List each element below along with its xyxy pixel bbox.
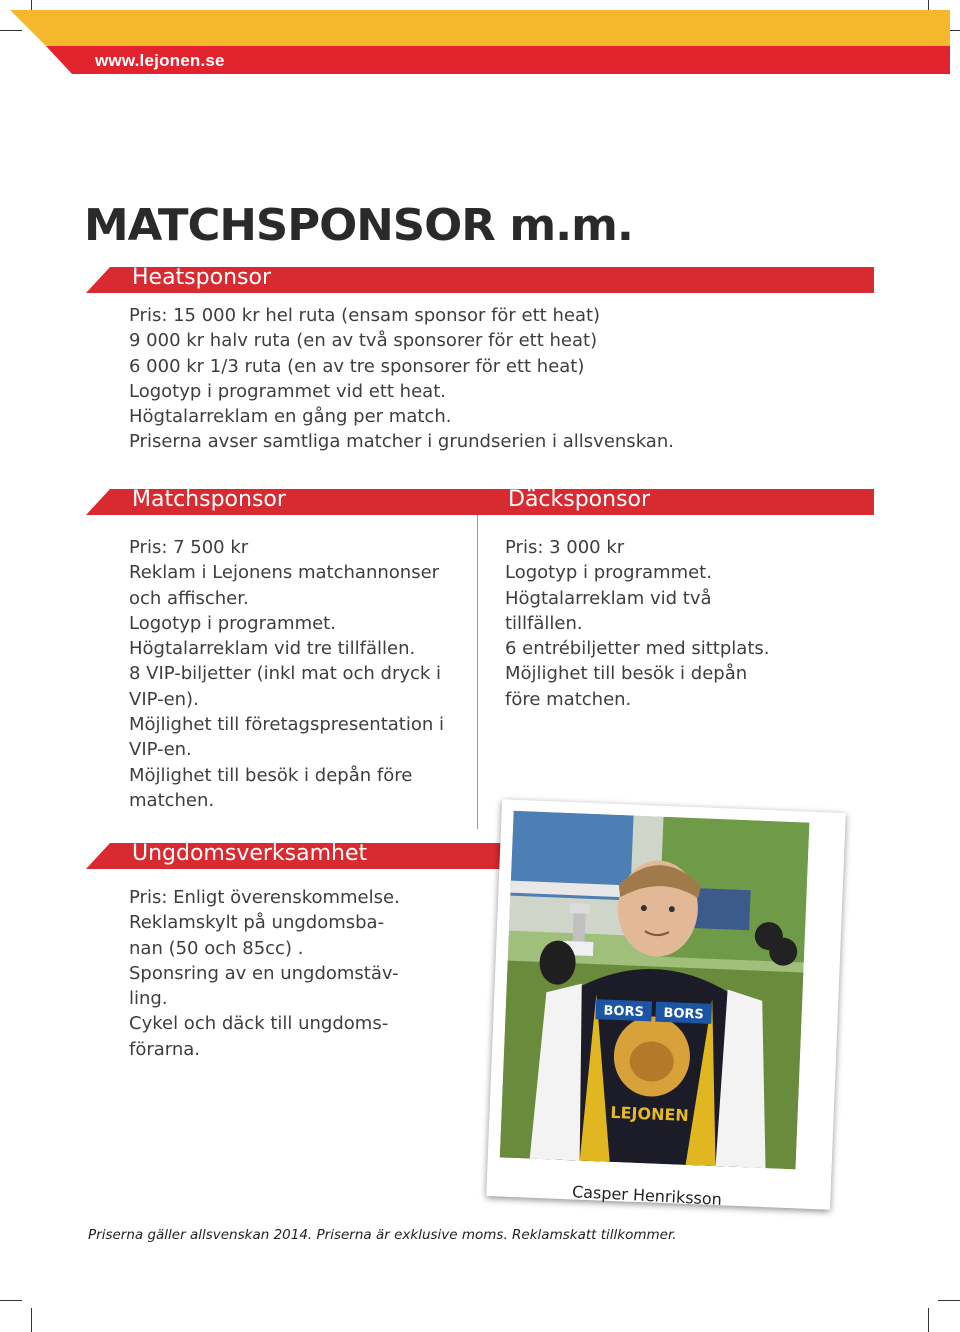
heatsponsor-details	[129, 303, 674, 455]
detail-line: nan (50 och 85cc) .	[129, 937, 304, 959]
crop-mark	[31, 1308, 32, 1332]
detail-line: och affischer.	[129, 587, 249, 609]
detail-line: Reklam i Lejonens matchannonser	[129, 562, 440, 584]
photo-caption: Casper Henriksson	[571, 1182, 723, 1209]
heatsponsor-title: Heatsponsor	[132, 265, 271, 290]
matchsponsor-details	[129, 535, 444, 813]
detail-line: 8 VIP-biljetter (inkl mat och dryck i	[129, 663, 442, 685]
detail-line: 6 000 kr 1/3 ruta (en av tre sponsorer för ett heat)	[129, 355, 585, 377]
detail-line: Cykel och däck till ungdoms-	[129, 1013, 389, 1035]
detail-line: ling.	[129, 988, 168, 1010]
detail-line: Sponsring av en ungdomstäv-	[129, 962, 399, 984]
detail-line: Högtalarreklam en gång per match.	[129, 406, 452, 428]
detail-line: 9 000 kr halv ruta (en av två sponsorer för ett heat)	[129, 330, 598, 352]
ungdom-details	[129, 885, 400, 1062]
ungdom-header	[86, 843, 504, 869]
detail-line: Logotyp i programmet.	[505, 562, 712, 584]
crop-mark	[938, 1300, 960, 1301]
detail-line: 6 entrébiljetter med sittplats.	[505, 638, 770, 660]
detail-line: Möjlighet till besök i depån före	[129, 764, 413, 786]
detail-line: Priserna avser samtliga matcher i grundserien i allsvenskan.	[129, 431, 674, 453]
detail-line: matchen.	[129, 789, 215, 811]
matchsponsor-header	[86, 489, 874, 515]
photo-polaroid	[486, 799, 846, 1209]
detail-line: Högtalarreklam vid tre tillfällen.	[129, 638, 416, 660]
column-divider	[477, 515, 478, 829]
detail-line: Logotyp i programmet.	[129, 612, 336, 634]
crop-mark	[928, 1308, 929, 1332]
jersey-sponsor-text: BORS	[603, 1003, 645, 1021]
detail-line: före matchen.	[505, 688, 632, 710]
website-url[interactable]: www.lejonen.se	[95, 51, 225, 70]
dacksponsor-title: Däcksponsor	[508, 487, 651, 512]
crop-mark	[0, 1300, 22, 1301]
ungdom-title: Ungdomsverksamhet	[132, 841, 368, 866]
detail-line: tillfällen.	[505, 612, 583, 634]
detail-line: VIP-en.	[129, 739, 192, 761]
detail-line: Möjlighet till företagspresentation i	[129, 714, 444, 736]
detail-line: VIP-en).	[129, 688, 199, 710]
detail-line: Pris: 15 000 kr hel ruta (ensam sponsor för ett heat)	[129, 305, 601, 326]
detail-line: Reklamskylt på ungdomsba-	[129, 912, 385, 934]
rider-photo	[500, 811, 810, 1170]
detail-line: Möjlighet till besök i depån	[505, 663, 748, 685]
detail-line: förarna.	[129, 1038, 201, 1060]
detail-line: Högtalarreklam vid två	[505, 587, 712, 609]
detail-line: Pris: 3 000 kr	[505, 537, 625, 558]
page-title: MATCHSPONSOR m.m.	[84, 200, 633, 251]
detail-line: Pris: 7 500 kr	[129, 537, 249, 558]
matchsponsor-title: Matchsponsor	[132, 487, 286, 512]
jersey-sponsor-text: BORS	[663, 1005, 705, 1023]
heatsponsor-header	[86, 267, 874, 293]
detail-line: Logotyp i programmet vid ett heat.	[129, 380, 446, 402]
footnote: Priserna gäller allsvenskan 2014. Priserna är exklusive moms. Reklamskatt tillkommer.	[88, 1227, 677, 1243]
jersey-team-text: LEJONEN	[610, 1102, 690, 1125]
detail-line: Pris: Enligt överenskommelse.	[129, 887, 400, 908]
dacksponsor-details	[505, 535, 769, 712]
